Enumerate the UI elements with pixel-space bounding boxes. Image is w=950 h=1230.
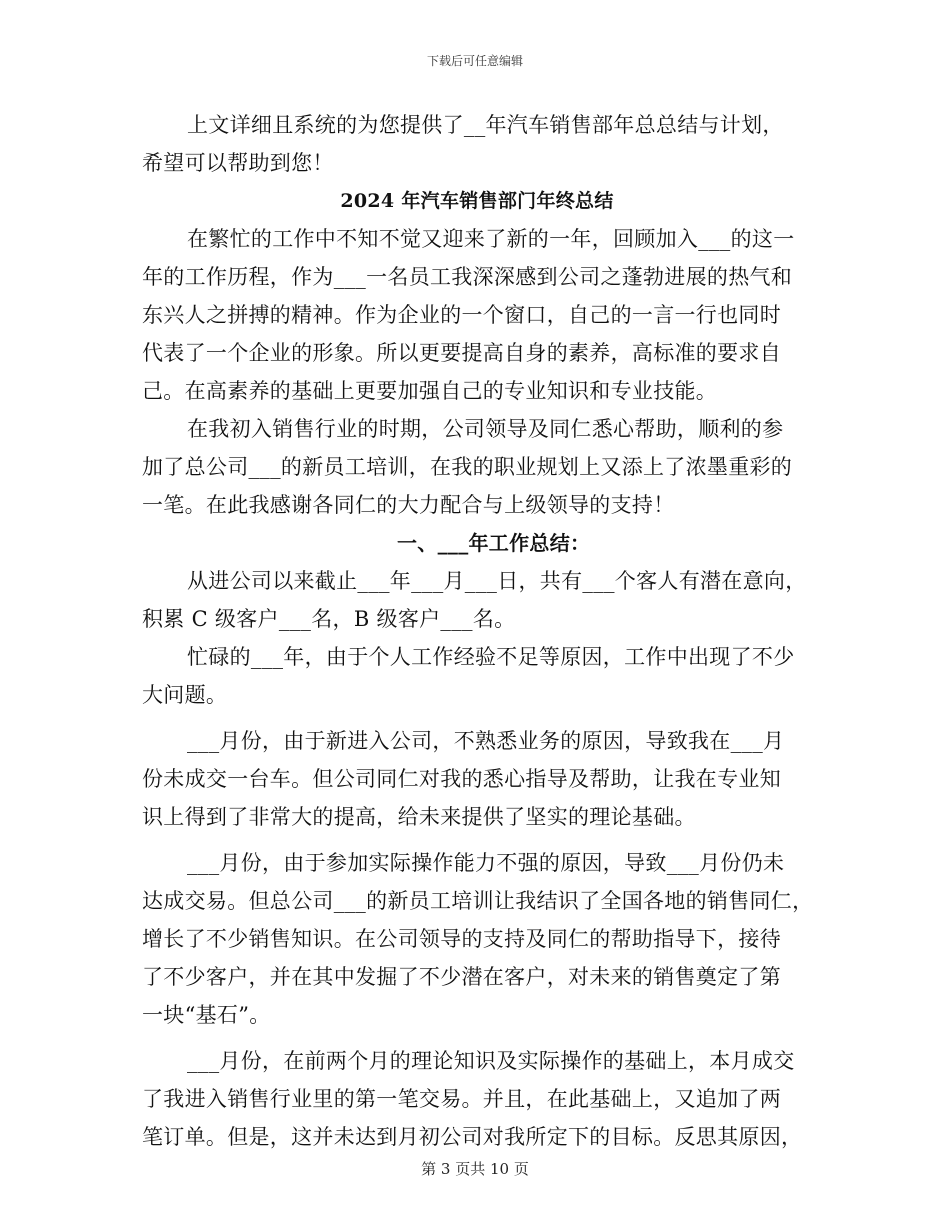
document-body: [142, 106, 812, 1156]
intro-line-2: 希望可以帮助到您！: [142, 151, 334, 175]
paragraph-line: 笔订单。但是，这并未达到月初公司对我所定下的目标。反思其原因，: [142, 1125, 803, 1149]
paragraph-line: 一笔。在此我感谢各同仁的大力配合与上级领导的支持！: [142, 493, 675, 517]
paragraph-line: 年的工作历程，作为___一名员工我深深感到公司之蓬勃进展的热气和: [142, 265, 793, 289]
intro-line-1: 上文详细且系统的为您提供了__年汽车销售部年总总结与计划，: [187, 113, 784, 137]
paragraph-line: 识上得到了非常大的提高，给未来提供了坚实的理论基础。: [142, 805, 696, 829]
paragraph-line: ___月份，在前两个月的理论知识及实际操作的基础上，本月成交: [187, 1049, 795, 1073]
paragraph-line: 从进公司以来截止___年___月___日，共有___个客人有潜在意向，: [187, 569, 807, 593]
paragraph-line: 忙碌的___年，由于个人工作经验不足等原因，工作中出现了不少: [187, 645, 795, 669]
paragraph-line: 了不少客户，并在其中发掘了不少潜在客户，对未来的销售奠定了第: [142, 965, 781, 989]
paragraph-line: 加了总公司___的新员工培训，在我的职业规划上又添上了浓墨重彩的: [142, 455, 793, 479]
paragraph-line: ___月份，由于参加实际操作能力不强的原因，导致___月份仍未: [187, 851, 785, 875]
paragraph-line: 一块“基石”。: [142, 1003, 271, 1027]
paragraph-line: 代表了一个企业的形象。所以更要提高自身的素养，高标准的要求自: [142, 341, 781, 365]
paragraph-line: 在繁忙的工作中不知不觉又迎来了新的一年，回顾加入___的这一: [187, 227, 795, 251]
paragraph-line: 达成交易。但总公司___的新员工培训让我结识了全国各地的销售同仁，: [142, 889, 814, 913]
document-title: 2024 年汽车销售部门年终总结: [340, 190, 614, 212]
page-footer: 第 3 页共 10 页: [421, 1160, 529, 1178]
paragraph-line: 在我初入销售行业的时期，公司领导及同仁悉心帮助，顺利的参: [187, 417, 784, 441]
paragraph-line: 积累 C 级客户___名，B 级客户___名。: [142, 607, 516, 631]
paragraph-line: 己。在高素养的基础上更要加强自己的专业知识和专业技能。: [142, 379, 718, 403]
paragraph-line: 大问题。: [142, 683, 228, 707]
section-heading: 一、___年工作总结：: [397, 531, 591, 555]
page-header: 下载后可任意编辑: [426, 54, 523, 68]
paragraph-line: 份未成交一台车。但公司同仁对我的悉心指导及帮助，让我在专业知: [142, 767, 781, 791]
paragraph-line: 了我进入销售行业里的第一笔交易。并且，在此基础上，又追加了两: [142, 1087, 781, 1111]
paragraph-line: ___月份，由于新进入公司，不熟悉业务的原因，导致我在___月: [187, 729, 785, 753]
paragraph-line: 东兴人之拼搏的精神。作为企业的一个窗口，自己的一言一行也同时: [142, 303, 781, 327]
paragraph-line: 增长了不少销售知识。在公司领导的支持及同仁的帮助指导下，接待: [142, 927, 781, 951]
